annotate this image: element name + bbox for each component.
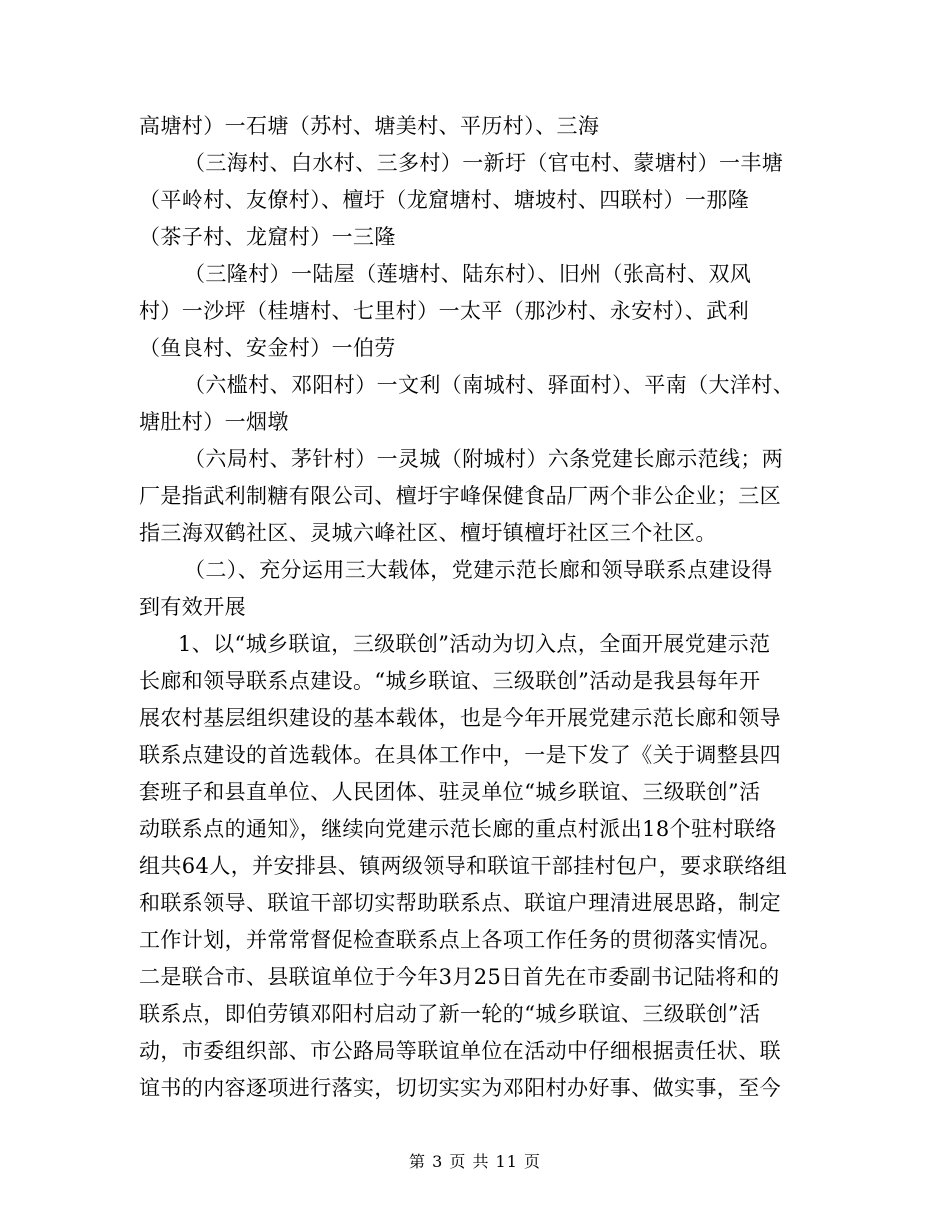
text-line-22: 和联系领导、联谊干部切实帮助联系点、联谊户理清进展思路，制定 bbox=[139, 891, 781, 915]
section-heading-line-2: 到有效开展 bbox=[139, 595, 246, 619]
text-line-11: 厂是指武利制糖有限公司、檀圩宇峰保健食品厂两个非公企业；三区 bbox=[139, 484, 781, 508]
text-line-16: 长廊和领导联系点建设。“城乡联谊、三级联创”活动是我县每年开 bbox=[139, 669, 761, 693]
text-line-4: （茶子村、龙窟村）一三隆 bbox=[139, 225, 396, 249]
text-line-6: 村）一沙坪（桂塘村、七里村）一太平（那沙村、永安村）、武利 bbox=[139, 299, 750, 323]
text-line-15: 1、以“城乡联谊，三级联创”活动为切入点，全面开展党建示范 bbox=[178, 632, 771, 656]
text-line-26: 动，市委组织部、市公路局等联谊单位在活动中仔细根据责任状、联 bbox=[139, 1039, 781, 1063]
text-line-18: 联系点建设的首选载体。在具体工作中，一是下发了《关于调整县四 bbox=[139, 743, 781, 767]
text-line-23: 工作计划，并常常督促检查联系点上各项工作任务的贯彻落实情况。 bbox=[139, 928, 781, 952]
text-line-3: （平岭村、友僚村）、檀圩（龙窟塘村、塘坡村、四联村）一那隆 bbox=[139, 188, 750, 212]
text-line-20: 动联系点的通知》，继续向党建示范长廊的重点村派出18个驻村联络 bbox=[139, 817, 777, 841]
text-line-8: （六槛村、邓阳村）一文利（南城村、驿面村）、平南（大洋村、 bbox=[184, 373, 795, 397]
text-line-25: 联系点，即伯劳镇邓阳村启动了新一轮的“城乡联谊、三级联创”活 bbox=[139, 1002, 761, 1026]
text-line-10: （六局村、茅针村）一灵城（附城村）六条党建长廊示范线；两 bbox=[184, 447, 784, 471]
text-line-9: 塘肚村）一烟墩 bbox=[139, 410, 289, 434]
text-line-19: 套班子和县直单位、人民团体、驻灵单位“城乡联谊、三级联创”活 bbox=[139, 780, 761, 804]
text-line-24: 二是联合市、县联谊单位于今年3月25日首先在市委副书记陆将和的 bbox=[139, 965, 780, 989]
text-line-7: （鱼良村、安金村）一伯劳 bbox=[139, 336, 396, 360]
text-line-21: 组共64人，并安排县、镇两级领导和联谊干部挂村包户，要求联络组 bbox=[139, 854, 788, 878]
text-line-12: 指三海双鹤社区、灵城六峰社区、檀圩镇檀圩社区三个社区。 bbox=[139, 521, 717, 545]
page-number-footer: 第 3 页 共 11 页 bbox=[409, 1152, 541, 1171]
text-line-27: 谊书的内容逐项进行落实，切切实实为邓阳村办好事、做实事，至今 bbox=[139, 1076, 781, 1100]
text-line-17: 展农村基层组织建设的基本载体，也是今年开展党建示范长廊和领导 bbox=[139, 706, 781, 730]
text-line-5: （三隆村）一陆屋（莲塘村、陆东村）、旧州（张高村、双风 bbox=[184, 262, 752, 286]
text-line-2: （三海村、白水村、三多村）一新圩（官屯村、蒙塘村）一丰塘 bbox=[184, 151, 784, 175]
text-line-1: 高塘村）一石塘（苏村、塘美村、平历村）、三海 bbox=[139, 114, 600, 138]
section-heading-line-1: （二）、充分运用三大载体，党建示范长廊和领导联系点建设得 bbox=[184, 558, 773, 582]
